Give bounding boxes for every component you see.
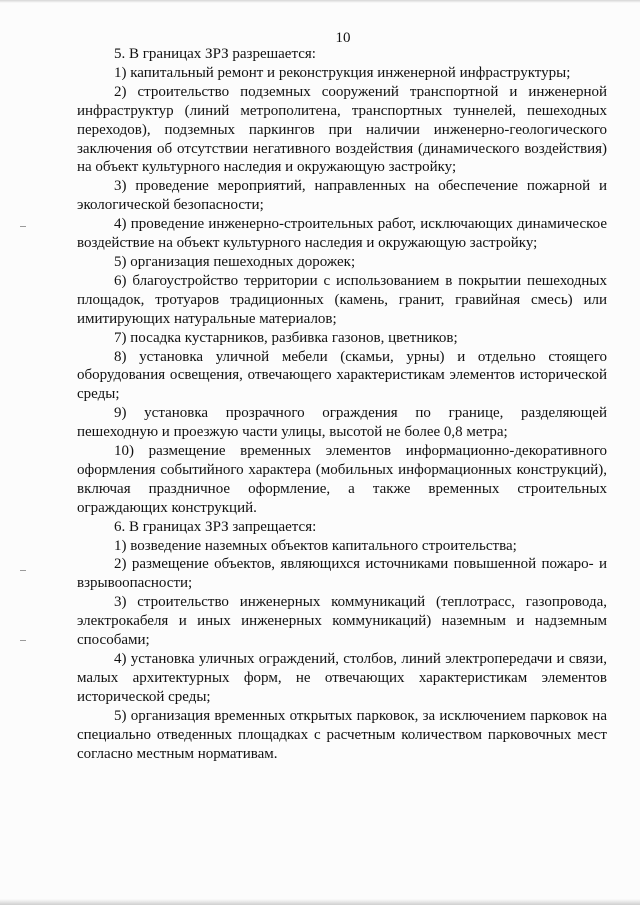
- prohibited-item-3: 3) строительство инженерных коммуникаций (теплотрасс, газопровода, электрокабеля и иных инженерных коммуникаций) наземным и надземным способами;: [77, 594, 607, 649]
- scan-top-edge: [0, 0, 640, 3]
- scan-bottom-edge: [0, 899, 640, 905]
- permitted-item-7: 7) посадка кустарников, разбивка газонов, цветников;: [114, 329, 458, 346]
- scan-margin-mark: [20, 570, 26, 571]
- permitted-item-5: 5) организация пешеходных дорожек;: [114, 253, 356, 270]
- permitted-item-2: 2) строительство подземных сооружений транспортной и инженерной инфраструктур (линий метрополитена, транспортных туннелей, пешеходных переходов), подземных паркингов при наличии инженерно-геологического заключения об отсутствии негативного воздействия (динамического воздействия) на объект культурного наследия и окружающую застройку;: [77, 83, 607, 176]
- permitted-item-1: 1) капитальный ремонт и реконструкция инженерной инфраструктуры;: [114, 64, 571, 81]
- prohibited-item-2: 2) размещение объектов, являющихся источниками повышенной пожаро- и взрывоопасности;: [77, 556, 607, 592]
- prohibited-item-4: 4) установка уличных ограждений, столбов, линий электропередачи и связи, малых архитектурных форм, не отвечающих характеристикам элементов исторической среды;: [77, 651, 607, 705]
- section-6-heading: 6. В границах ЗРЗ запрещается:: [114, 518, 317, 535]
- permitted-item-6: 6) благоустройство территории с использованием в покрытии пешеходных площадок, тротуаров традиционных (камень, гранит, гравийная смесь) или имитирующих натуральные материалов;: [77, 272, 607, 327]
- page-number: 10: [335, 30, 351, 46]
- permitted-item-3: 3) проведение мероприятий, направленных на обеспечение пожарной и экологической безопасности;: [77, 178, 607, 214]
- prohibited-item-5: 5) организация временных открытых парковок, за исключением парковок на специально отведенных площадках с расчетным количеством парковочных мест согласно местным нормативам.: [77, 707, 607, 762]
- section-5-heading: 5. В границах ЗРЗ разрешается:: [114, 46, 316, 62]
- permitted-item-8: 8) установка уличной мебели (скамьи, урны) и отдельно стоящего оборудования освещения, отвечающего характеристикам элементов исторической среды;: [77, 348, 607, 403]
- permitted-item-9: 9) установка прозрачного ограждения по границе, разделяющей пешеходную и проезжую части улицы, высотой не более 0,8 метра;: [77, 405, 607, 441]
- document-body: [77, 45, 607, 763]
- prohibited-item-1: 1) возведение наземных объектов капитального строительства;: [114, 537, 517, 554]
- scan-margin-mark: [20, 226, 26, 227]
- permitted-item-4: 4) проведение инженерно-строительных работ, исключающих динамическое воздействие на объект культурного наследия и окружающую застройку;: [77, 216, 607, 252]
- permitted-item-10: 10) размещение временных элементов информационно-декоративного оформления событийного характера (мобильных информационных конструкций), включая праздничное оформление, а также временных строительных ограждающих конструкций.: [77, 443, 607, 516]
- scan-margin-mark: [20, 640, 26, 641]
